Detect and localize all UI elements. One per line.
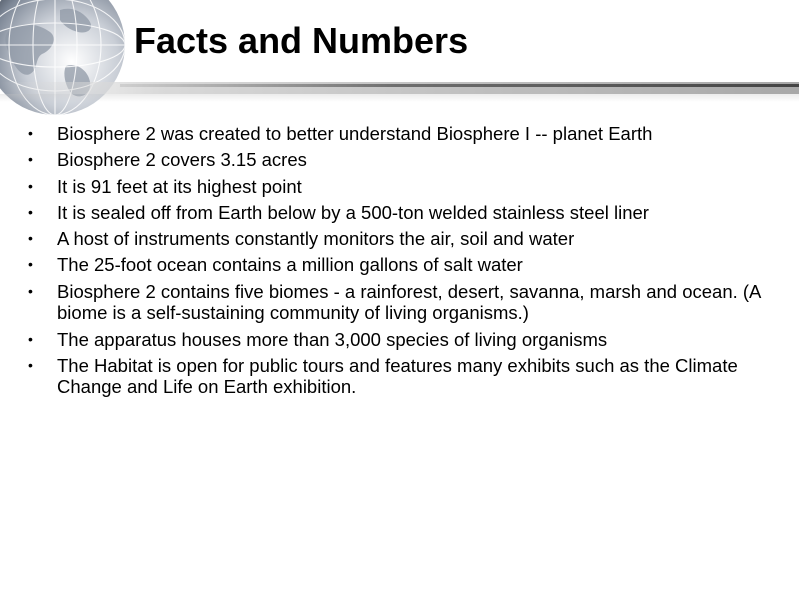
bullet-text: The Habitat is open for public tours and features many exhibits such as the Climate Change and Life on Earth exhibition.: [57, 354, 738, 398]
bullet-dot: •: [28, 230, 33, 247]
bullet-item: [28, 149, 788, 171]
bullet-text: The 25-foot ocean contains a million gallons of salt water: [57, 254, 523, 276]
bullet-text: It is 91 feet at its highest point: [57, 175, 302, 197]
bullet-list: [28, 123, 788, 403]
bullet-text: A host of instruments constantly monitors the air, soil and water: [57, 228, 575, 250]
bullet-item: [28, 176, 788, 198]
bullet-dot: •: [28, 125, 33, 141]
bullet-text: Biosphere 2 covers 3.15 acres: [57, 149, 307, 171]
slide-title: Facts and Numbers: [134, 20, 469, 61]
title-divider-line: [120, 84, 799, 87]
bullet-text: It is sealed off from Earth below by a 500-ton welded stainless steel liner: [57, 201, 649, 223]
bullet-text: Biosphere 2 contains five biomes - a rainforest, desert, savanna, marsh and ocean. (A biome is a self-sustaining community of living organisms.): [57, 280, 761, 324]
bullet-dot: •: [28, 256, 33, 273]
bullet-item: [28, 202, 788, 224]
bullet-dot: •: [28, 356, 33, 373]
bullet-item: [28, 228, 788, 250]
bullet-item: [28, 254, 788, 276]
bullet-text: Biosphere 2 was created to better understand Biosphere I -- planet Earth: [57, 123, 653, 144]
bullet-dot: •: [28, 151, 33, 168]
bullet-dot: •: [28, 282, 33, 299]
globe-icon: [0, 0, 130, 120]
bullet-item: [28, 281, 788, 324]
bullet-dot: •: [28, 330, 33, 347]
bullet-dot: •: [28, 177, 33, 194]
bullet-item: [28, 355, 788, 398]
title-divider-shadow: [0, 94, 799, 102]
bullet-item: [28, 329, 788, 351]
bullet-item: [28, 123, 788, 145]
bullet-dot: •: [28, 203, 33, 220]
bullet-text: The apparatus houses more than 3,000 species of living organisms: [57, 328, 608, 350]
